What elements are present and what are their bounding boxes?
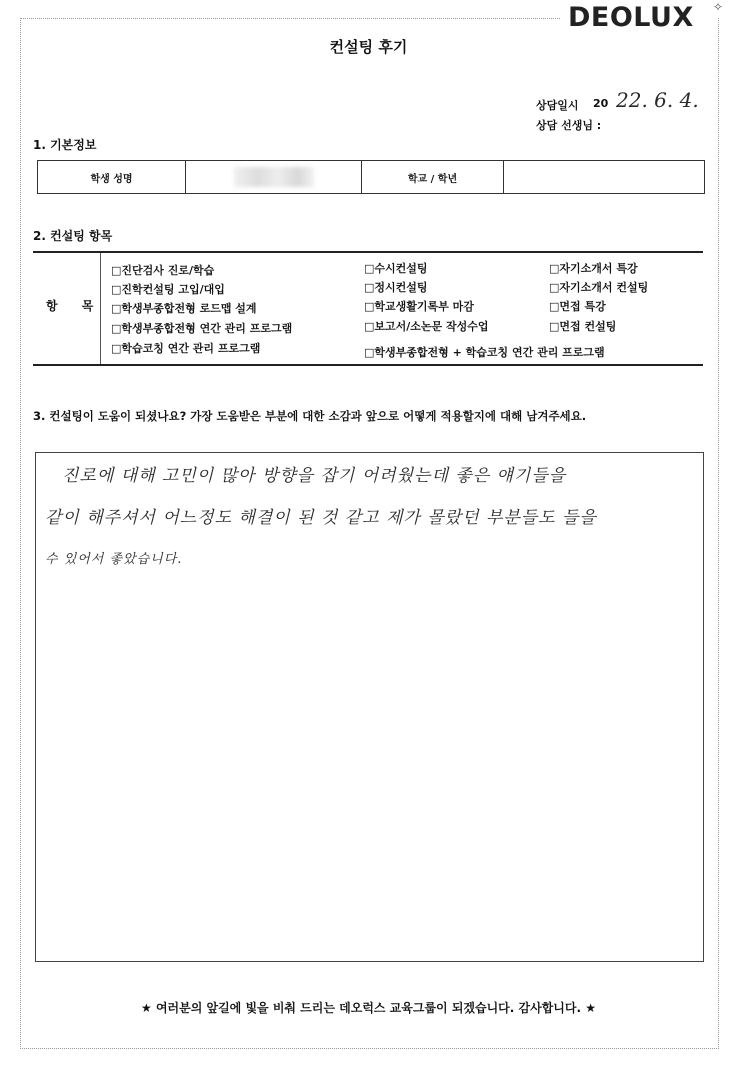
checkbox-option[interactable]: □자기소개서 컨설팅 — [549, 281, 649, 294]
school-grade-value — [504, 161, 704, 193]
date-handwritten: 22. 6. 4. — [616, 88, 699, 112]
checkbox-option[interactable]: □정시컨설팅 — [364, 281, 428, 294]
items-top-rule — [33, 251, 703, 253]
checkbox-option[interactable]: □진단검사 진로/학습 — [111, 264, 215, 277]
checkbox-option[interactable]: □학교생활기록부 마감 — [364, 300, 474, 313]
checkbox-option[interactable]: □학습코칭 연간 관리 프로그램 — [111, 342, 261, 355]
page-title: 컨설팅 후기 — [329, 38, 408, 56]
checkbox-option[interactable]: □수시컨설팅 — [364, 262, 428, 275]
checkbox-option[interactable]: □학생부종합전형 연간 관리 프로그램 — [111, 322, 293, 335]
checkbox-option[interactable]: □학생부종합전형 + 학습코칭 연간 관리 프로그램 — [364, 346, 605, 359]
checkbox-option[interactable]: □학생부종합전형 로드맵 설계 — [111, 302, 257, 315]
date-year-prefix: 20 — [593, 97, 609, 110]
feedback-answer-box[interactable] — [35, 452, 704, 962]
redacted-name — [234, 167, 314, 187]
school-grade-label: 학교 / 학년 — [362, 161, 504, 193]
sparkle-icon: ✧ — [713, 0, 724, 14]
page-frame-top — [20, 18, 560, 19]
checkbox-option[interactable]: □면접 특강 — [549, 300, 606, 313]
checkbox-option[interactable]: □보고서/소논문 작성수업 — [364, 320, 489, 333]
answer-line: 진로에 대해 고민이 많아 방향을 잡기 어려웠는데 좋은 얘기들을 — [62, 466, 567, 486]
items-row-label: 항 목 — [46, 299, 104, 313]
basic-info-table — [37, 160, 705, 194]
section-basic-info-heading: 1. 기본정보 — [33, 138, 97, 152]
checkbox-option[interactable]: □자기소개서 특강 — [549, 262, 638, 275]
student-name-value — [186, 161, 362, 193]
items-bottom-rule — [33, 364, 703, 366]
footer-message: ★ 여러분의 앞길에 빛을 비춰 드리는 데오럭스 교육그룹이 되겠습니다. 감사합니다. ★ — [141, 1001, 596, 1015]
student-name-label: 학생 성명 — [38, 161, 186, 193]
checkbox-option[interactable]: □면접 컨설팅 — [549, 320, 617, 333]
feedback-question: 3. 컨설팅이 도움이 되셨나요? 가장 도움받은 부분에 대한 소감과 앞으로 어떻게 적용할지에 대해 남겨주세요. — [33, 409, 587, 423]
section-items-heading: 2. 컨설팅 항목 — [33, 229, 113, 243]
date-label: 상담일시 — [536, 99, 579, 112]
deolux-logo: DEOLUX — [568, 2, 694, 33]
answer-line: 수 있어서 좋았습니다. — [45, 552, 183, 567]
checkbox-option[interactable]: □진학컨설팅 고입/대입 — [111, 283, 225, 296]
teacher-label: 상담 선생님 : — [536, 119, 602, 132]
answer-line: 같이 해주셔서 어느정도 해결이 된 것 같고 제가 몰랐던 부분들도 들을 — [45, 508, 597, 528]
